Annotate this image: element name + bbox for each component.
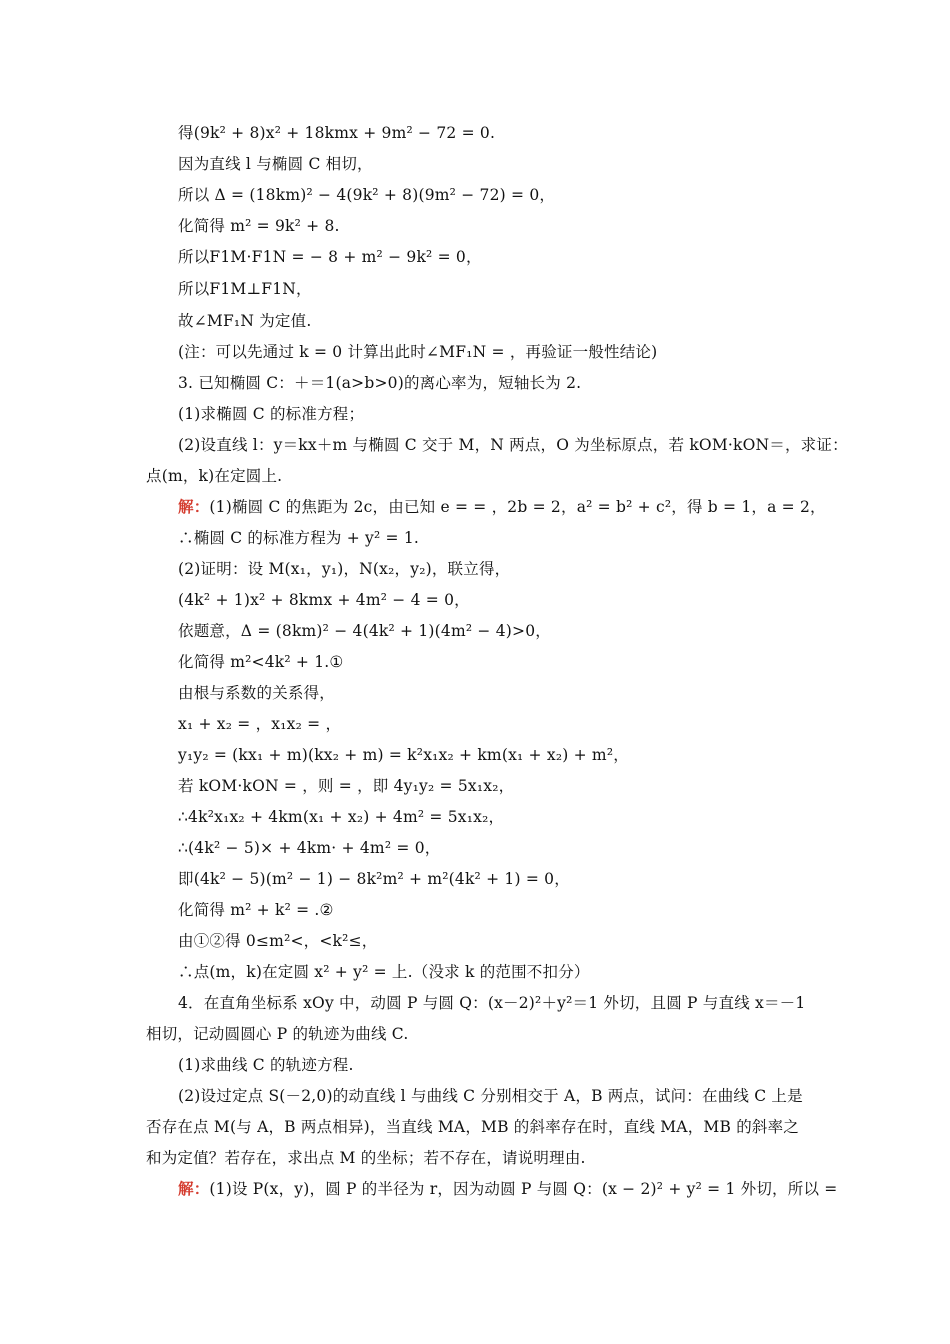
text-line: 若 kOM·kON = ，则 = ，即 4y₁y₂ = 5x₁x₂， <box>178 777 515 795</box>
text-line: 化简得 m²<4k² + 1.① <box>178 653 344 671</box>
text-line: y₁y₂ = (kx₁ + m)(kx₂ + m) = k²x₁x₂ + km(x₁ + x₂) + m²， <box>178 746 629 764</box>
problem-4-part-2-cont: 和为定值？若存在，求出点 M 的坐标；若不存在，请说明理由. <box>146 1149 586 1167</box>
note-line: (注：可以先通过 k = 0 计算出此时∠MF₁N = ，再验证一般性结论) <box>178 343 658 361</box>
text-line: (2)证明：设 M(x₁，y₁)，N(x₂，y₂)，联立得， <box>178 560 511 578</box>
text-line: ∴(4k² − 5)× + 4km· + 4m² = 0， <box>178 839 441 857</box>
text-line: 化简得 m² + k² = .② <box>178 901 334 919</box>
solution-line <box>178 497 826 517</box>
problem-3-statement: 3. 已知椭圆 C：＋＝1(a>b>0)的离心率为，短轴长为 2. <box>178 374 582 392</box>
solution-label: 解： <box>178 497 210 516</box>
text-line: 依题意，Δ = (8km)² − 4(4k² + 1)(4m² − 4)>0， <box>178 622 551 640</box>
problem-3-part-2: (2)设直线 l：y＝kx＋m 与椭圆 C 交于 M，N 两点，O 为坐标原点，若 kOM·kON＝，求证： <box>178 436 848 454</box>
problem-3-part-1: (1)求椭圆 C 的标准方程； <box>178 405 365 423</box>
text-line: 即(4k² − 5)(m² − 1) − 8k²m² + m²(4k² + 1) = 0， <box>178 870 570 888</box>
solution-line <box>178 1179 837 1199</box>
problem-4-part-1: (1)求曲线 C 的轨迹方程. <box>178 1056 354 1074</box>
problem-3-part-2-cont: 点(m，k)在定圆上. <box>146 467 283 485</box>
problem-4-part-2: (2)设过定点 S(－2,0)的动直线 l 与曲线 C 分别相交于 A，B 两点，试问：在曲线 C 上是 <box>178 1087 803 1105</box>
solution-label: 解： <box>178 1179 210 1198</box>
text-line: 所以F1M⊥F1N， <box>178 280 312 298</box>
text-line: 由根与系数的关系得， <box>178 684 336 702</box>
text-line: ∴4k²x₁x₂ + 4km(x₁ + x₂) + 4m² = 5x₁x₂， <box>178 808 505 826</box>
text-line: 所以 Δ = (18km)² − 4(9k² + 8)(9m² − 72) = 0， <box>178 186 556 204</box>
text-line: ∴椭圆 C 的标准方程为 + y² = 1. <box>178 529 420 547</box>
text-line: 得(9k² + 8)x² + 18kmx + 9m² − 72 = 0. <box>178 124 496 142</box>
text-line: x₁ + x₂ = ，x₁x₂ = ， <box>178 715 342 733</box>
problem-4-statement-cont: 相切，记动圆圆心 P 的轨迹为曲线 C. <box>146 1025 409 1043</box>
text-line: 由①②得 0≤m²<，<k²≤， <box>178 932 378 950</box>
solution-text: (1)椭圆 C 的焦距为 2c，由已知 e = = ，2b = 2，a² = b² + c²，得 b = 1，a = 2， <box>209 498 826 516</box>
text-line: 所以F1M·F1N = − 8 + m² − 9k² = 0， <box>178 248 482 266</box>
problem-4-part-2-cont: 否存在点 M(与 A，B 两点相异)，当直线 MA，MB 的斜率存在时，直线 MA，MB 的斜率之 <box>146 1118 799 1136</box>
solution-text: (1)设 P(x，y)，圆 P 的半径为 r，因为动圆 P 与圆 Q：(x − 2)² + y² = 1 外切，所以 = <box>209 1180 838 1198</box>
problem-4-statement: 4．在直角坐标系 xOy 中，动圆 P 与圆 Q：(x－2)²＋y²＝1 外切，且圆 P 与直线 x＝－1 <box>178 994 806 1012</box>
text-line: ∴点(m，k)在定圆 x² + y² = 上.（没求 k 的范围不扣分） <box>178 963 590 981</box>
text-line: 因为直线 l 与椭圆 C 相切， <box>178 155 373 173</box>
text-line: 化简得 m² = 9k² + 8. <box>178 217 340 235</box>
text-line: (4k² + 1)x² + 8kmx + 4m² − 4 = 0， <box>178 591 470 609</box>
text-line: 故∠MF₁N 为定值. <box>178 312 312 330</box>
